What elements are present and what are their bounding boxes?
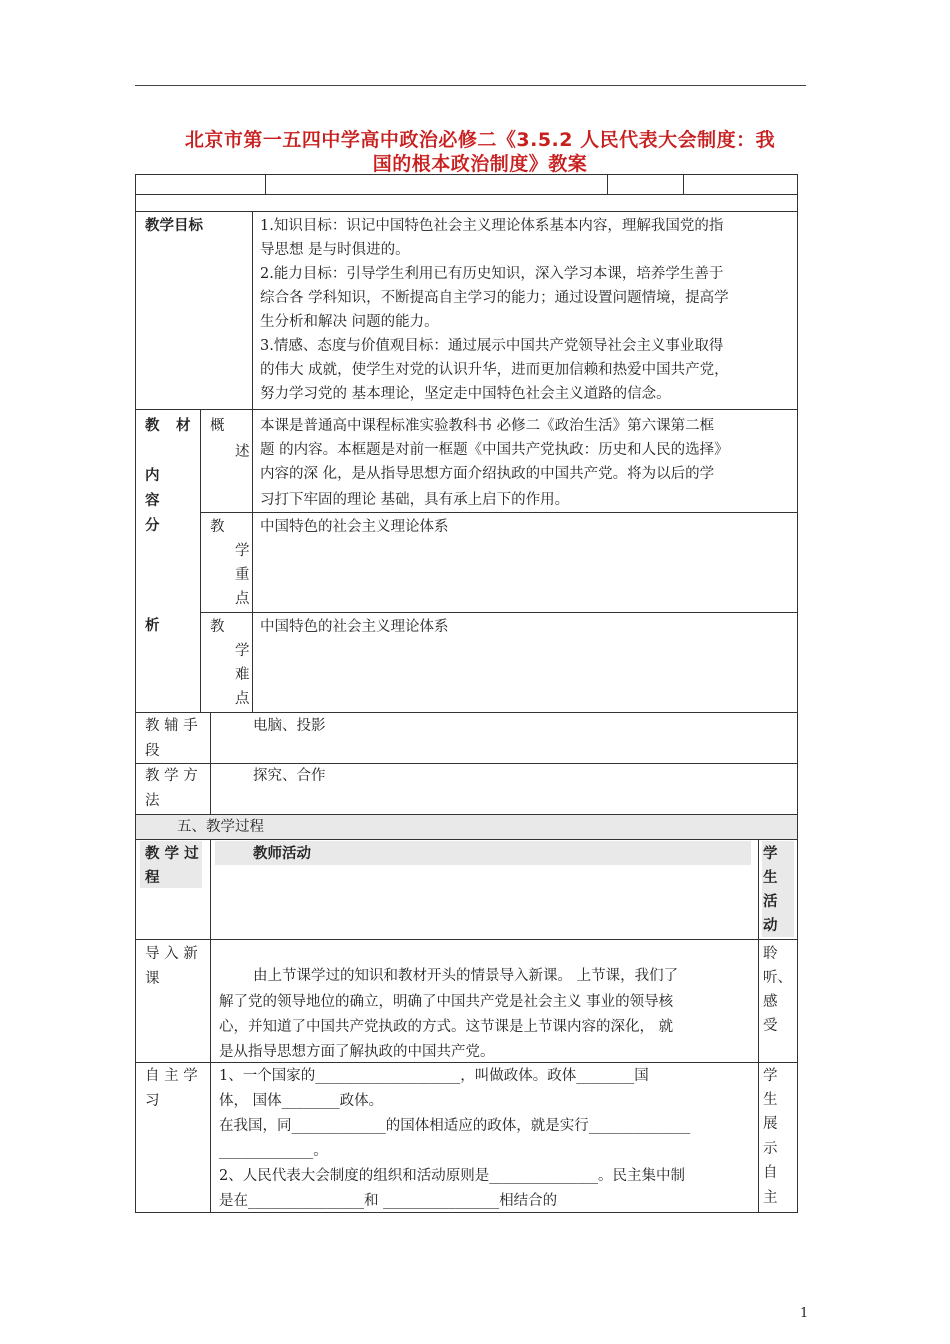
key-point-label-char: 重	[235, 567, 250, 583]
overview-label-char: 概	[210, 418, 225, 434]
document-title	[135, 128, 825, 176]
title-line-2: 国的根本政治制度》教案	[372, 153, 588, 175]
self-study-line: 1、一个国家的____________________，叫做政体。政体________国	[219, 1068, 649, 1084]
objectives-lines	[260, 214, 729, 406]
overview-label-char: 述	[235, 444, 250, 460]
objective-line: 2.能力目标：引导学生利用已有历史知识，深入学习本课，培养学生善于	[260, 266, 724, 282]
intro-student-text: 感	[763, 994, 778, 1010]
key-point-text: 中国特色的社会主义理论体系	[260, 519, 449, 535]
self-study-line: 体， 国体________政体。	[219, 1093, 384, 1109]
overview-line: 本课是普通高中课程标准实验教科书 必修二《政治生活》第六课第二框	[260, 418, 715, 434]
overview-line: 内容的深 化，是从指导思想方面介绍执政的中国共产党。将为以后的学	[260, 466, 715, 482]
analysis-label-char: 析	[145, 618, 160, 634]
objectives-label-cell	[135, 211, 253, 410]
objective-line: 努力学习党的 基本理论，坚定走中国特色社会主义道路的信念。	[260, 386, 671, 402]
blank-row-cell	[135, 194, 798, 212]
analysis-label-char: 材	[176, 418, 191, 434]
aids-label: 教 辅 手	[145, 718, 198, 734]
aids-label: 段	[145, 743, 160, 759]
self-study-student-char: 示	[763, 1141, 778, 1157]
intro-student-text: 聆	[763, 946, 778, 962]
key-point-label-char: 教	[210, 519, 225, 535]
aids-text: 电脑、投影	[253, 718, 326, 734]
self-study-student-char: 学	[763, 1068, 778, 1084]
key-point-label-char: 点	[235, 591, 250, 607]
intro-line: 是从指导思想方面了解执政的中国共产党。	[219, 1044, 495, 1060]
analysis-label-char: 教	[145, 418, 160, 434]
method-text: 探究、合作	[253, 768, 326, 784]
blank-row-cell	[265, 174, 608, 195]
difficulty-text: 中国特色的社会主义理论体系	[260, 619, 449, 635]
process-header-col3-char: 学	[763, 846, 778, 862]
self-study-line: 2、人民代表大会制度的组织和活动原则是_______________。民主集中制	[219, 1168, 685, 1184]
self-study-student-char: 自	[763, 1165, 778, 1181]
intro-label: 课	[145, 971, 160, 987]
analysis-label-char: 内	[145, 468, 160, 484]
difficulty-label-char: 学	[235, 643, 250, 659]
objective-line: 导思想 是与时俱进的。	[260, 242, 410, 258]
blank-row-cell	[135, 174, 266, 195]
page-number: 1	[800, 1306, 809, 1321]
analysis-label-char: 分	[145, 518, 160, 534]
intro-student-text: 受	[763, 1018, 778, 1034]
difficulty-label-char: 教	[210, 619, 225, 635]
blank-row-cell	[607, 174, 684, 195]
self-study-student-char: 主	[763, 1190, 778, 1206]
difficulty-label-char: 难	[235, 667, 250, 683]
method-label: 法	[145, 793, 160, 809]
intro-label: 导 入 新	[145, 946, 198, 962]
process-heading: 五、教学过程	[177, 819, 264, 835]
self-study-label: 习	[145, 1093, 160, 1109]
top-rule	[135, 85, 806, 86]
method-label: 教 学 方	[145, 768, 198, 784]
objective-line: 生分析和解决 问题的能力。	[260, 314, 439, 330]
process-header-col3-char: 生	[763, 870, 778, 886]
intro-line: 解了党的领导地位的确立，明确了中国共产党是社会主义 事业的领导核	[219, 994, 674, 1010]
objectives-label: 教学目标	[145, 218, 203, 234]
process-header-col1: 程	[145, 870, 160, 886]
overview-line: 题 的内容。本框题是对前一框题《中国共产党执政：历史和人民的选择》	[260, 442, 729, 458]
objective-line: 的伟大 成就，使学生对党的认识升华，进而更加信赖和热爱中国共产党，	[260, 362, 729, 378]
objective-line: 1.知识目标：识记中国特色社会主义理论体系基本内容，理解我国党的指	[260, 218, 724, 234]
analysis-label-char: 容	[145, 493, 160, 509]
self-study-student-char: 生	[763, 1092, 778, 1108]
process-header-col3-char: 活	[763, 894, 778, 910]
process-header-col1: 教 学 过	[145, 846, 199, 862]
intro-line: 由上节课学过的知识和教材开头的情景导入新课。 上节课，我们了	[253, 968, 679, 984]
process-header-col3-char: 动	[763, 918, 778, 934]
blank-row-cell	[683, 174, 798, 195]
title-line-1: 北京市第一五四中学高中政治必修二《3.5.2 人民代表大会制度：我	[184, 129, 776, 151]
key-point-label-char: 学	[235, 543, 250, 559]
intro-student-text: 听、	[763, 970, 792, 986]
overview-line: 习打下牢固的理论 基础，具有承上启下的作用。	[260, 492, 570, 508]
self-study-label: 自 主 学	[145, 1068, 198, 1084]
self-study-line: 是在________________和 ________________相结合的	[219, 1193, 558, 1209]
intro-line: 心，并知道了中国共产党执政的方式。这节课是上节课内容的深化， 就	[219, 1019, 674, 1035]
self-study-line: _____________。	[219, 1143, 328, 1159]
difficulty-label-char: 点	[235, 691, 250, 707]
objective-line: 3.情感、态度与价值观目标：通过展示中国共产党领导社会主义事业取得	[260, 338, 724, 354]
self-study-student-char: 展	[763, 1116, 778, 1132]
self-study-line: 在我国，同_____________的国体相适应的政体，就是实行______________	[219, 1118, 691, 1134]
analysis-label-cell	[135, 409, 201, 713]
process-header-col2: 教师活动	[253, 846, 311, 862]
objective-line: 综合各 学科知识，不断提高自主学习的能力；通过设置问题情境，提高学	[260, 290, 729, 306]
